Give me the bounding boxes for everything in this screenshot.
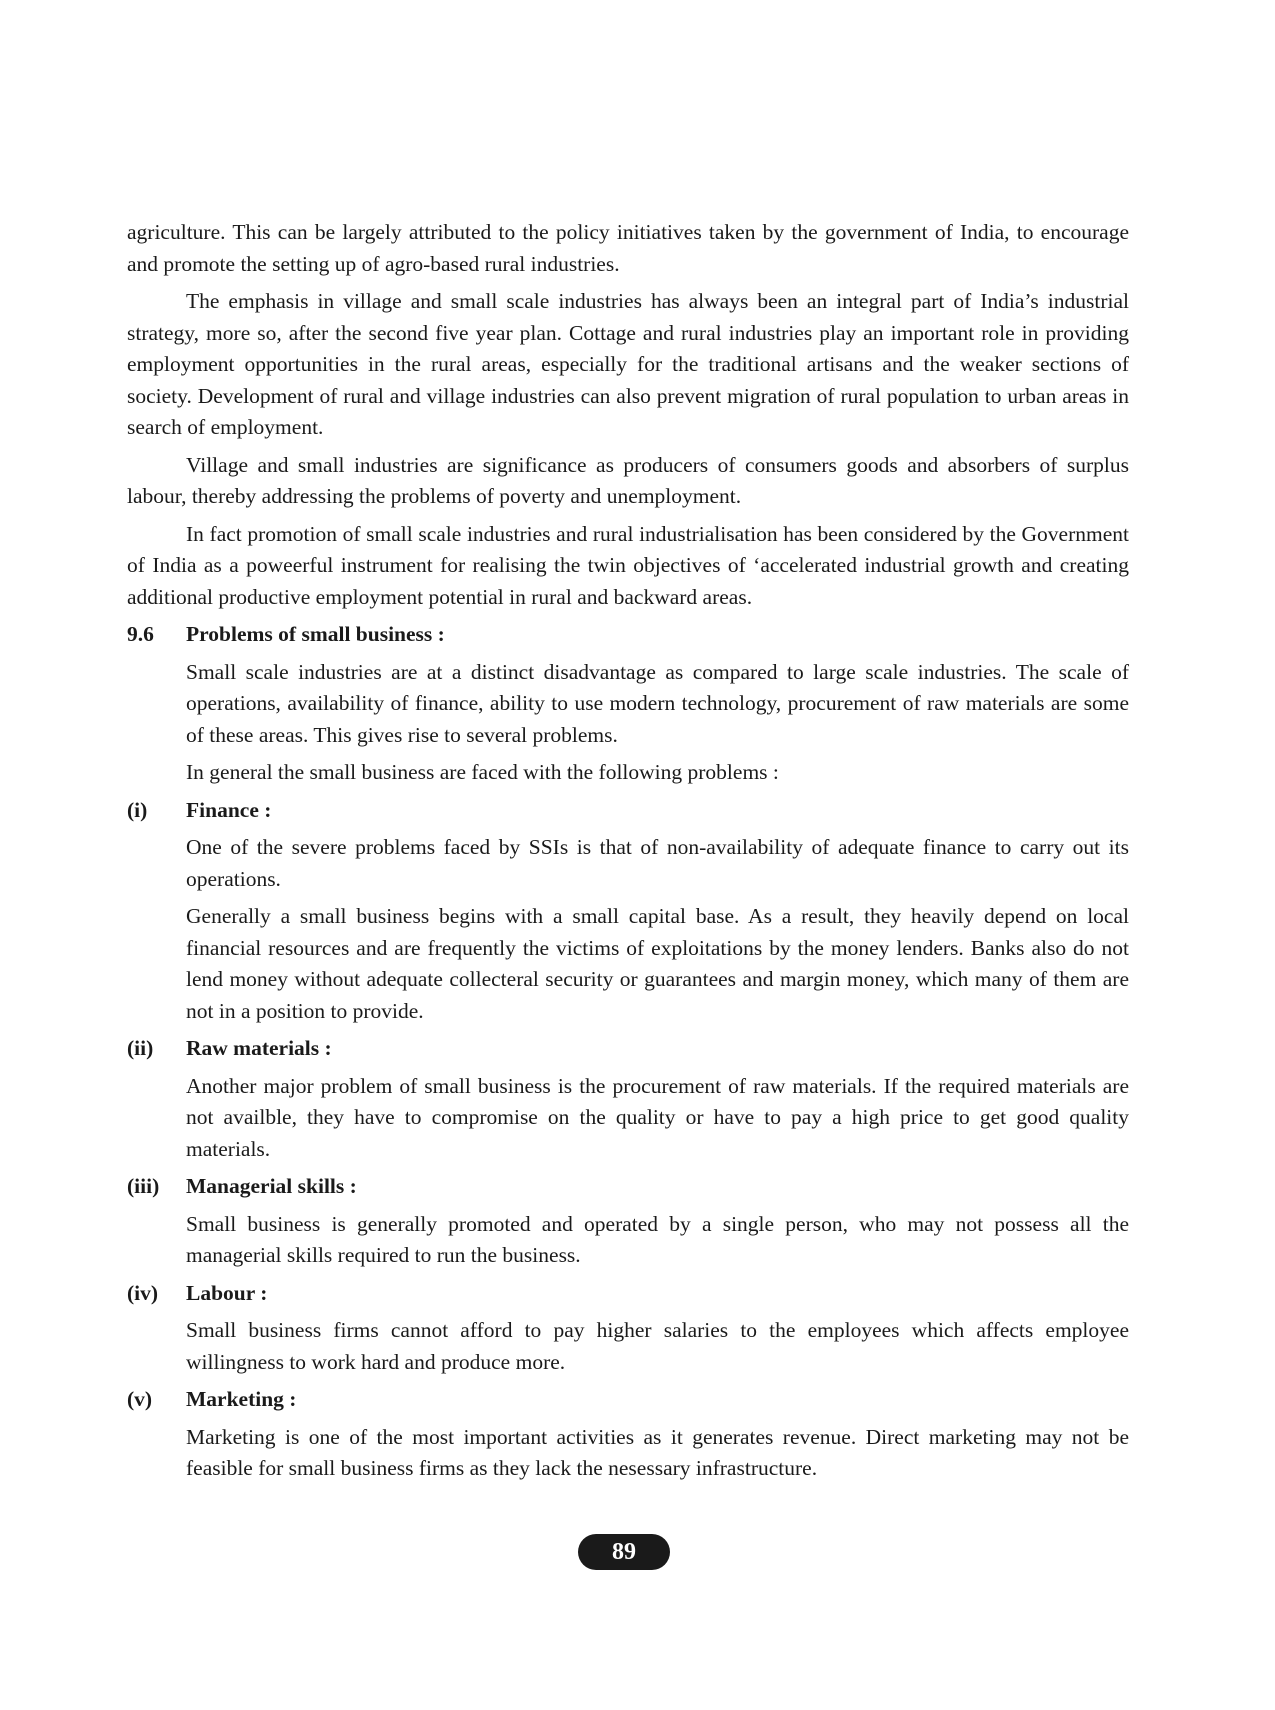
item-heading-managerial-skills (127, 1171, 1129, 1203)
item-paragraph: Generally a small business begins with a small capital base. As a result, they heavily depend on local financial resources and are frequently the victims of exploitations by the money lenders. Banks also do not lend money without adequate collecteral security or guarantees and margin money, which many of them are not in a position to provide. (186, 904, 1129, 1023)
intro-paragraph-3: Village and small industries are significance as producers of consumers goods and absorbers of surplus labour, thereby addressing the problems of poverty and unemployment. (127, 452, 1129, 508)
section-body (186, 657, 1129, 789)
page-body (127, 217, 1129, 1491)
intro-paragraph-2: The emphasis in village and small scale industries has always been an integral part of India’s industrial strategy, more so, after the second five year plan. Cottage and rural industries play an important role in providing employment opportunities in the rural areas, especially for the traditional artisans and the weaker sections of society. Development of rural and village industries can also prevent migration of rural population to urban areas in search of employment. (127, 289, 1129, 439)
item-heading-marketing (127, 1384, 1129, 1416)
section-paragraph-1: Small scale industries are at a distinct disadvantage as compared to large scale industries. The scale of operations, availability of finance, ability to use modern technology, procurement of raw materials are some of these areas. This gives rise to several problems. (186, 659, 1129, 747)
intro-paragraph-1: agriculture. This can be largely attributed to the policy initiatives taken by the government of India, to encourage and promote the setting up of agro-based rural industries. (127, 220, 1129, 276)
item-paragraph: One of the severe problems faced by SSIs is that of non-availability of adequate finance to carry out its operations. (186, 835, 1129, 891)
item-paragraph: Small business is generally promoted and operated by a single person, who may not possess all the managerial skills required to run the business. (186, 1211, 1129, 1267)
item-number: (v) (127, 1387, 153, 1411)
item-number: (iii) (127, 1174, 160, 1198)
item-heading-raw-materials (127, 1033, 1129, 1065)
section-number: 9.6 (127, 622, 154, 646)
item-paragraph: Another major problem of small business is the procurement of raw materials. If the required materials are not availble, they have to compromise on the quality or have to pay a high price to get good quality materials. (186, 1073, 1129, 1161)
page-number-badge: 89 (578, 1534, 670, 1570)
item-body-labour (186, 1315, 1129, 1378)
section-title: Problems of small business : (186, 622, 445, 646)
item-number: (ii) (127, 1036, 154, 1060)
item-heading-finance (127, 795, 1129, 827)
item-title: Marketing : (186, 1387, 297, 1411)
item-title: Raw materials : (186, 1036, 332, 1060)
item-title: Finance : (186, 797, 272, 822)
item-heading-labour (127, 1278, 1129, 1310)
item-number: (i) (127, 797, 148, 822)
section-paragraph-2: In general the small business are faced with the following problems : (186, 760, 779, 784)
section-heading (127, 619, 1129, 651)
item-paragraph: Small business firms cannot afford to pay higher salaries to the employees which affects employee willingness to work hard and produce more. (186, 1318, 1129, 1374)
item-body-managerial-skills (186, 1209, 1129, 1272)
item-title: Managerial skills : (186, 1174, 357, 1198)
intro-paragraph-4: In fact promotion of small scale industries and rural industrialisation has been considered by the Government of India as a poweerful instrument for realising the twin objectives of ‘accelerated industrial growth and creating additional productive employment potential in rural and backward areas. (127, 521, 1129, 609)
item-number: (iv) (127, 1280, 159, 1305)
item-body-raw-materials (186, 1071, 1129, 1166)
item-paragraph: Marketing is one of the most important activities as it generates revenue. Direct marketing may not be feasible for small business firms as they lack the nesessary infrastructure. (186, 1424, 1129, 1480)
item-body-finance (186, 832, 1129, 1027)
item-body-marketing (186, 1422, 1129, 1485)
item-title: Labour : (186, 1280, 268, 1305)
